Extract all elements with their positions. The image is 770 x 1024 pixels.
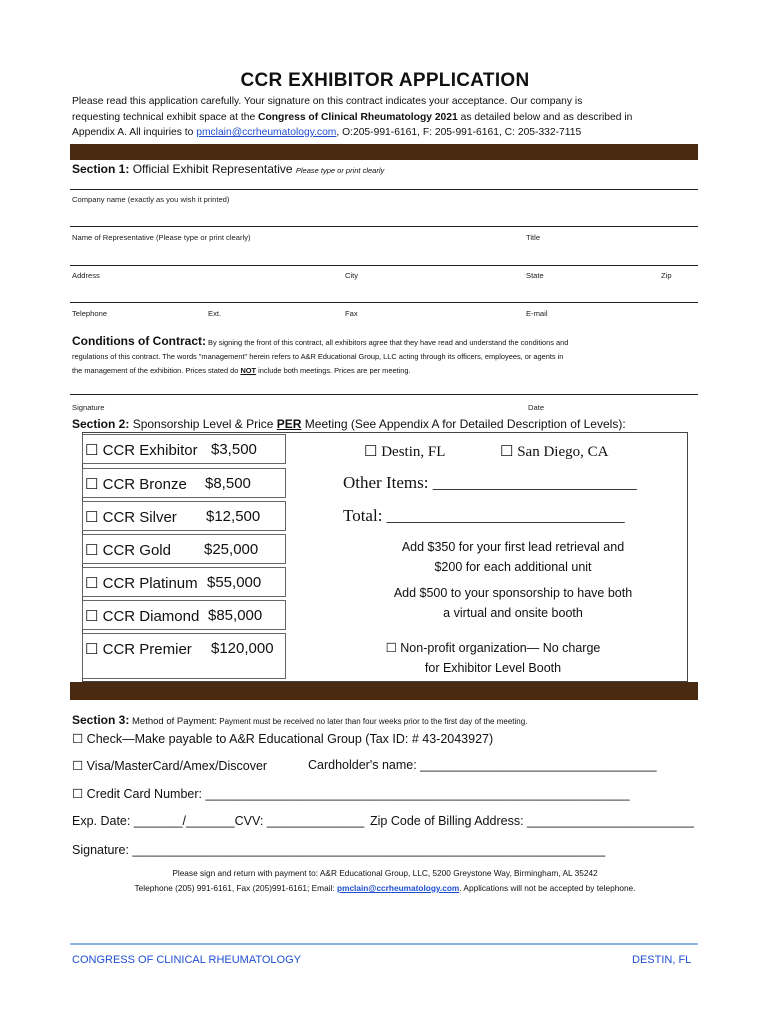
nonprofit-line-1: ☐ Non-profit organization— No charge: [385, 641, 601, 655]
level-name: ☐ CCR Premier: [85, 641, 192, 658]
level-name: ☐ CCR Platinum: [85, 575, 198, 592]
level-price: $12,500: [206, 508, 261, 525]
return-email-link[interactable]: pmclain@ccrheumatology.com: [337, 883, 460, 893]
conditions-line-2: regulations of this contract. The words "management" herein refers to A&R Educational Group, LLC acting through its officers, employees, or agents in: [72, 352, 564, 361]
level-price: $85,000: [208, 607, 263, 624]
section-1-title: Official Exhibit Representative: [129, 162, 296, 176]
virtual-line-1: Add $500 to your sponsorship to have both: [393, 586, 633, 600]
total-field[interactable]: Total: ____________________________: [343, 506, 625, 525]
representative-label: Name of Representative (Please type or print clearly): [72, 233, 251, 242]
level-name: ☐ CCR Bronze: [85, 476, 187, 493]
footer-congress-name: CONGRESS OF CLINICAL RHEUMATOLOGY: [72, 954, 302, 966]
conditions-text-1: By signing the front of this contract, all exhibitors agree that they have read and understand the conditions and: [205, 338, 569, 347]
section-3-title: Method of Payment:: [129, 716, 218, 727]
return-address: Please sign and return with payment to: A&R Educational Group, LLC, 5200 Greystone Way, Birmingham, AL 35242: [172, 868, 598, 878]
section-1-note: Please type or print clearly: [295, 166, 385, 175]
company-name-line[interactable]: [70, 189, 698, 190]
city-label: City: [345, 271, 359, 280]
divider-bar-middle: [70, 682, 698, 700]
location-destin-checkbox[interactable]: ☐ Destin, FL: [364, 444, 446, 460]
email-label: E-mail: [526, 309, 548, 318]
conditions-not: NOT: [240, 366, 257, 375]
footer-location: DESTIN, FL: [632, 954, 692, 966]
zip-label: Zip: [661, 271, 672, 280]
nonprofit-checkbox[interactable]: [310, 638, 676, 678]
intro-line-2-post: as detailed below and as described in: [457, 111, 633, 123]
address-line[interactable]: [70, 265, 698, 266]
telephone-label: Telephone: [72, 309, 108, 318]
conditions-line-1: [72, 334, 697, 350]
level-silver[interactable]: [82, 501, 286, 531]
pay-card-option[interactable]: ☐ Visa/MasterCard/Amex/Discover: [72, 759, 268, 773]
section-2-heading: [72, 417, 626, 431]
date-label: Date: [528, 403, 545, 412]
level-exhibitor[interactable]: [82, 434, 286, 464]
title-label: Title: [526, 233, 541, 242]
signature-label: Signature: [72, 403, 105, 412]
other-items-field[interactable]: Other Items: ________________________: [343, 473, 637, 492]
pay-check-option[interactable]: ☐ Check—Make payable to A&R Educational Group (Tax ID: # 43-2043927): [72, 732, 494, 746]
section-1-heading: [72, 162, 384, 176]
event-name: Congress of Clinical Rheumatology 2021: [258, 111, 458, 123]
return-note: . Applications will not be accepted by telephone.: [459, 883, 636, 893]
intro-line-2-pre: requesting technical exhibit space at the: [72, 111, 259, 123]
payment-signature-field[interactable]: Signature: ____________________________________________________________________: [72, 843, 606, 857]
section-3-note: Payment must be received no later than four weeks prior to the first day of the meeting.: [217, 717, 528, 726]
intro-line-2: [72, 110, 692, 126]
section-2-title-post: Meeting (See Appendix A for Detailed Description of Levels):: [301, 417, 626, 431]
section-2-label: Section 2:: [72, 417, 130, 431]
level-bronze[interactable]: [82, 468, 286, 498]
conditions-text-3-pre: the management of the exhibition. Prices stated do: [72, 366, 241, 375]
level-price: $8,500: [205, 475, 251, 492]
level-diamond[interactable]: [82, 600, 286, 630]
representative-line[interactable]: [70, 226, 698, 227]
contact-email-link[interactable]: pmclain@ccrheumatology.com: [196, 127, 337, 138]
level-name: ☐ CCR Exhibitor: [85, 442, 198, 459]
lead-retrieval-line-1: Add $350 for your first lead retrieval and: [401, 540, 625, 554]
signature-line[interactable]: [70, 394, 698, 395]
return-contact: [0, 881, 770, 896]
level-name: ☐ CCR Silver: [85, 509, 177, 526]
virtual-booth-note: [330, 583, 696, 623]
section-1-label: Section 1:: [72, 162, 130, 176]
conditions-heading: Conditions of Contract:: [72, 334, 206, 348]
telephone-line[interactable]: [70, 302, 698, 303]
contact-phones: , O:205-991-6161, F: 205-991-6161, C: 205-332-7115: [336, 127, 582, 138]
exp-cvv-field[interactable]: Exp. Date: _______/_______CVV: ______________: [72, 814, 365, 828]
fax-label: Fax: [345, 309, 358, 318]
virtual-line-2: a virtual and onsite booth: [443, 606, 583, 620]
level-premier[interactable]: [82, 633, 286, 679]
lead-retrieval-note: [330, 537, 696, 577]
billing-zip-field[interactable]: Zip Code of Billing Address: ________________________: [370, 814, 694, 828]
conditions-text-3-post: include both meetings. Prices are per meeting.: [256, 366, 411, 375]
cardholder-name-field[interactable]: Cardholder's name: __________________________________: [308, 758, 657, 772]
ext-label: Ext.: [208, 309, 222, 318]
lead-retrieval-line-2: $200 for each additional unit: [434, 560, 592, 574]
level-price: $120,000: [211, 640, 274, 657]
level-price: $25,000: [204, 541, 259, 558]
level-price: $55,000: [207, 574, 262, 591]
footer-rule: [70, 943, 698, 945]
conditions-line-3: [72, 364, 697, 378]
state-label: State: [526, 271, 544, 280]
nonprofit-line-2: for Exhibitor Level Booth: [424, 661, 562, 675]
intro-line-1: Please read this application carefully. Your signature on this contract indicates your acceptance. Our company is: [72, 96, 583, 107]
credit-card-number-field[interactable]: ☐ Credit Card Number: _____________________________________________________________: [72, 787, 630, 801]
location-san-diego-checkbox[interactable]: ☐ San Diego, CA: [500, 444, 609, 460]
address-label: Address: [72, 271, 100, 280]
intro-paragraph: [72, 94, 692, 141]
section-2-per: PER: [276, 417, 302, 431]
section-2-title-pre: Sponsorship Level & Price: [129, 417, 277, 431]
intro-line-3-pre: Appendix A. All inquiries to: [72, 127, 197, 138]
company-name-label: Company name (exactly as you wish it printed): [72, 195, 230, 204]
level-price: $3,500: [211, 441, 257, 458]
level-platinum[interactable]: [82, 567, 286, 597]
divider-bar-top: [70, 144, 698, 160]
return-phone: Telephone (205) 991-6161, Fax (205)991-6161; Email:: [134, 883, 337, 893]
intro-line-3: [72, 125, 692, 141]
level-name: ☐ CCR Diamond: [85, 608, 200, 625]
conditions-of-contract: [72, 334, 697, 378]
section-3-heading: [72, 713, 527, 727]
section-3-label: Section 3:: [72, 713, 130, 727]
level-gold[interactable]: [82, 534, 286, 564]
page-title: CCR EXHIBITOR APPLICATION: [240, 70, 530, 91]
return-instructions: [0, 866, 770, 896]
level-name: ☐ CCR Gold: [85, 542, 171, 559]
